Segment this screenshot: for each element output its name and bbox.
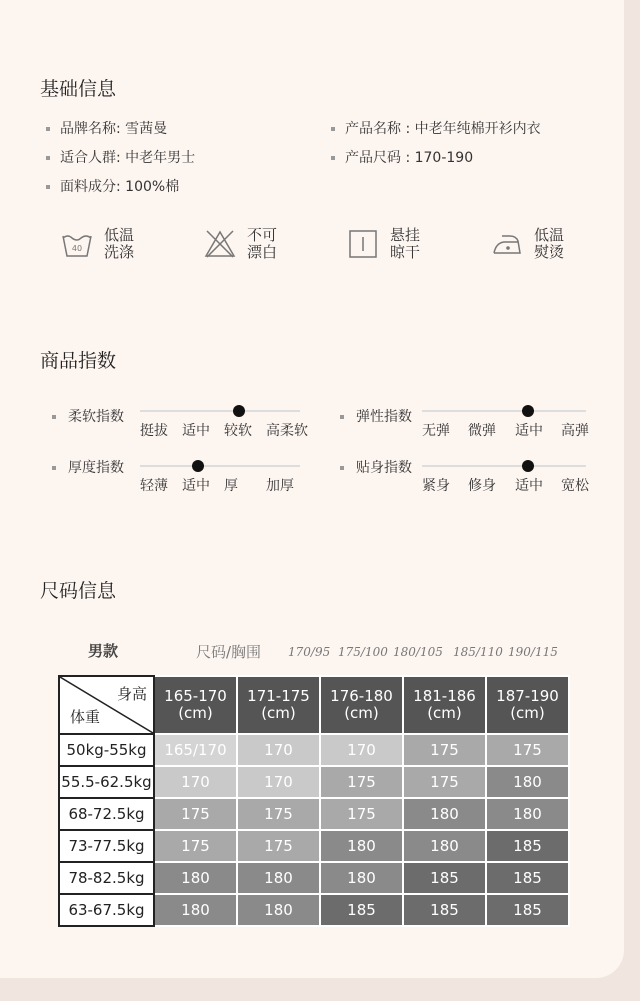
wash-40-icon (60, 227, 94, 261)
table-row (59, 798, 569, 830)
table-row (59, 734, 569, 766)
bullet-icon (331, 127, 335, 131)
product-name-info (331, 118, 541, 138)
fabric-info (46, 176, 179, 196)
size-code-4: 185/110 (453, 645, 503, 659)
softness-tick-2: 适中 (182, 423, 210, 439)
weight-row-label: 73-77.5kg (59, 830, 154, 862)
weight-header: 体重 (70, 708, 101, 726)
elasticity-slider (422, 410, 586, 412)
size-table-corner (59, 676, 154, 734)
fit-tick-2: 修身 (468, 478, 496, 494)
table-row (59, 862, 569, 894)
product-name-text: 产品名称 : 中老年纯棉开衫内衣 (345, 121, 541, 137)
size-code-3: 180/105 (393, 645, 443, 659)
weight-row-label: 78-82.5kg (59, 862, 154, 894)
softness-tick-1: 挺拔 (140, 423, 168, 439)
weight-row-label: 50kg-55kg (59, 734, 154, 766)
care-bleach (203, 222, 277, 266)
height-col-1: 165-170 (cm) (154, 676, 237, 734)
product-size-info (331, 147, 473, 167)
care-bleach-line2: 漂白 (247, 243, 278, 261)
fit-slider (422, 465, 586, 467)
care-bleach-line1: 不可 (247, 226, 278, 244)
thickness-tick-3: 厚 (224, 478, 238, 494)
size-cell: 170 (320, 734, 403, 766)
size-code-1: 170/95 (288, 645, 331, 659)
product-size-text: 产品尺码 : 170-190 (345, 150, 474, 166)
table-row (59, 766, 569, 798)
bullet-icon (46, 185, 50, 189)
size-cell: 170 (237, 766, 320, 798)
size-cell: 180 (486, 766, 569, 798)
fit-tick-3: 适中 (515, 478, 543, 494)
size-code-5: 190/115 (508, 645, 558, 659)
size-cell: 180 (154, 862, 237, 894)
care-wash (60, 222, 134, 266)
elasticity-tick-3: 适中 (515, 423, 543, 439)
softness-slider (140, 410, 300, 412)
brand-info (46, 118, 167, 138)
size-cell: 175 (403, 734, 486, 766)
size-cell: 180 (237, 894, 320, 926)
elasticity-tick-2: 微弹 (468, 423, 496, 439)
size-cell: 180 (403, 798, 486, 830)
care-hang-line1: 悬挂 (390, 226, 421, 244)
svg-text:40: 40 (71, 244, 83, 253)
bullet-icon (331, 156, 335, 160)
thickness-label: 厚度指数 (52, 457, 124, 477)
softness-tick-3: 较软 (224, 423, 252, 439)
fit-slider-knob (522, 460, 534, 472)
height-col-3: 176-180 (cm) (320, 676, 403, 734)
size-cell: 180 (237, 862, 320, 894)
height-col-4: 181-186 (cm) (403, 676, 486, 734)
care-hang (346, 222, 420, 266)
elasticity-tick-1: 无弹 (422, 423, 450, 439)
size-cell: 180 (320, 862, 403, 894)
thickness-tick-2: 适中 (182, 478, 210, 494)
size-cell: 185 (486, 830, 569, 862)
size-cell: 175 (320, 798, 403, 830)
size-cell: 180 (320, 830, 403, 862)
softness-slider-knob (233, 405, 245, 417)
size-cell: 175 (154, 830, 237, 862)
fit-tick-1: 紧身 (422, 478, 450, 494)
thickness-slider (140, 465, 300, 467)
elasticity-label: 弹性指数 (340, 406, 412, 426)
size-cell: 185 (403, 894, 486, 926)
size-cell: 180 (403, 830, 486, 862)
elasticity-tick-4: 高弹 (561, 423, 589, 439)
table-row (59, 894, 569, 926)
size-cell: 175 (486, 734, 569, 766)
hang-dry-icon (346, 227, 380, 261)
brand-text: 品牌名称: 雪茜曼 (60, 121, 168, 137)
care-iron-line1: 低温 (534, 226, 565, 244)
iron-low-icon (490, 227, 524, 261)
size-cell: 175 (403, 766, 486, 798)
size-info-title: 尺码信息 (40, 580, 117, 602)
height-col-5: 187-190 (cm) (486, 676, 569, 734)
elasticity-slider-knob (522, 405, 534, 417)
size-cell: 175 (237, 798, 320, 830)
size-cell: 170 (154, 766, 237, 798)
gender-label: 男款 (88, 642, 119, 660)
size-table-header (59, 676, 569, 734)
product-index-title: 商品指数 (40, 350, 117, 372)
care-wash-line1: 低温 (104, 226, 135, 244)
basic-info-title: 基础信息 (40, 78, 117, 100)
bullet-icon (340, 415, 344, 419)
size-cell: 170 (237, 734, 320, 766)
weight-row-label: 55.5-62.5kg (59, 766, 154, 798)
size-table (58, 675, 570, 927)
size-cell: 185 (486, 894, 569, 926)
bullet-icon (46, 127, 50, 131)
bullet-icon (340, 466, 344, 470)
size-cell: 180 (154, 894, 237, 926)
height-col-2: 171-175 (cm) (237, 676, 320, 734)
table-row (59, 830, 569, 862)
no-bleach-icon (203, 227, 237, 261)
size-cell: 175 (320, 766, 403, 798)
fit-label: 贴身指数 (340, 457, 412, 477)
care-iron-line2: 熨烫 (534, 243, 565, 261)
fabric-text: 面料成分: 100%棉 (60, 179, 180, 195)
weight-row-label: 68-72.5kg (59, 798, 154, 830)
care-hang-line2: 晾干 (390, 243, 421, 261)
size-cell: 185 (403, 862, 486, 894)
care-wash-line2: 洗涤 (104, 243, 135, 261)
size-cell: 165/170 (154, 734, 237, 766)
size-cell: 175 (154, 798, 237, 830)
bullet-icon (52, 415, 56, 419)
thickness-tick-4: 加厚 (266, 478, 294, 494)
weight-row-label: 63-67.5kg (59, 894, 154, 926)
size-cell: 175 (237, 830, 320, 862)
bullet-icon (52, 466, 56, 470)
fit-tick-4: 宽松 (561, 478, 589, 494)
target-info (46, 147, 195, 167)
softness-tick-4: 高柔软 (266, 423, 308, 439)
bullet-icon (46, 156, 50, 160)
softness-label: 柔软指数 (52, 406, 124, 426)
size-cell: 185 (486, 862, 569, 894)
height-header: 身高 (116, 685, 147, 703)
thickness-slider-knob (192, 460, 204, 472)
size-code-2: 175/100 (338, 645, 388, 659)
target-text: 适合人群: 中老年男士 (60, 150, 196, 166)
size-cell: 180 (486, 798, 569, 830)
size-chest-label: 尺码/胸围 (196, 643, 262, 661)
care-iron (490, 222, 564, 266)
size-cell: 185 (320, 894, 403, 926)
thickness-tick-1: 轻薄 (140, 478, 168, 494)
